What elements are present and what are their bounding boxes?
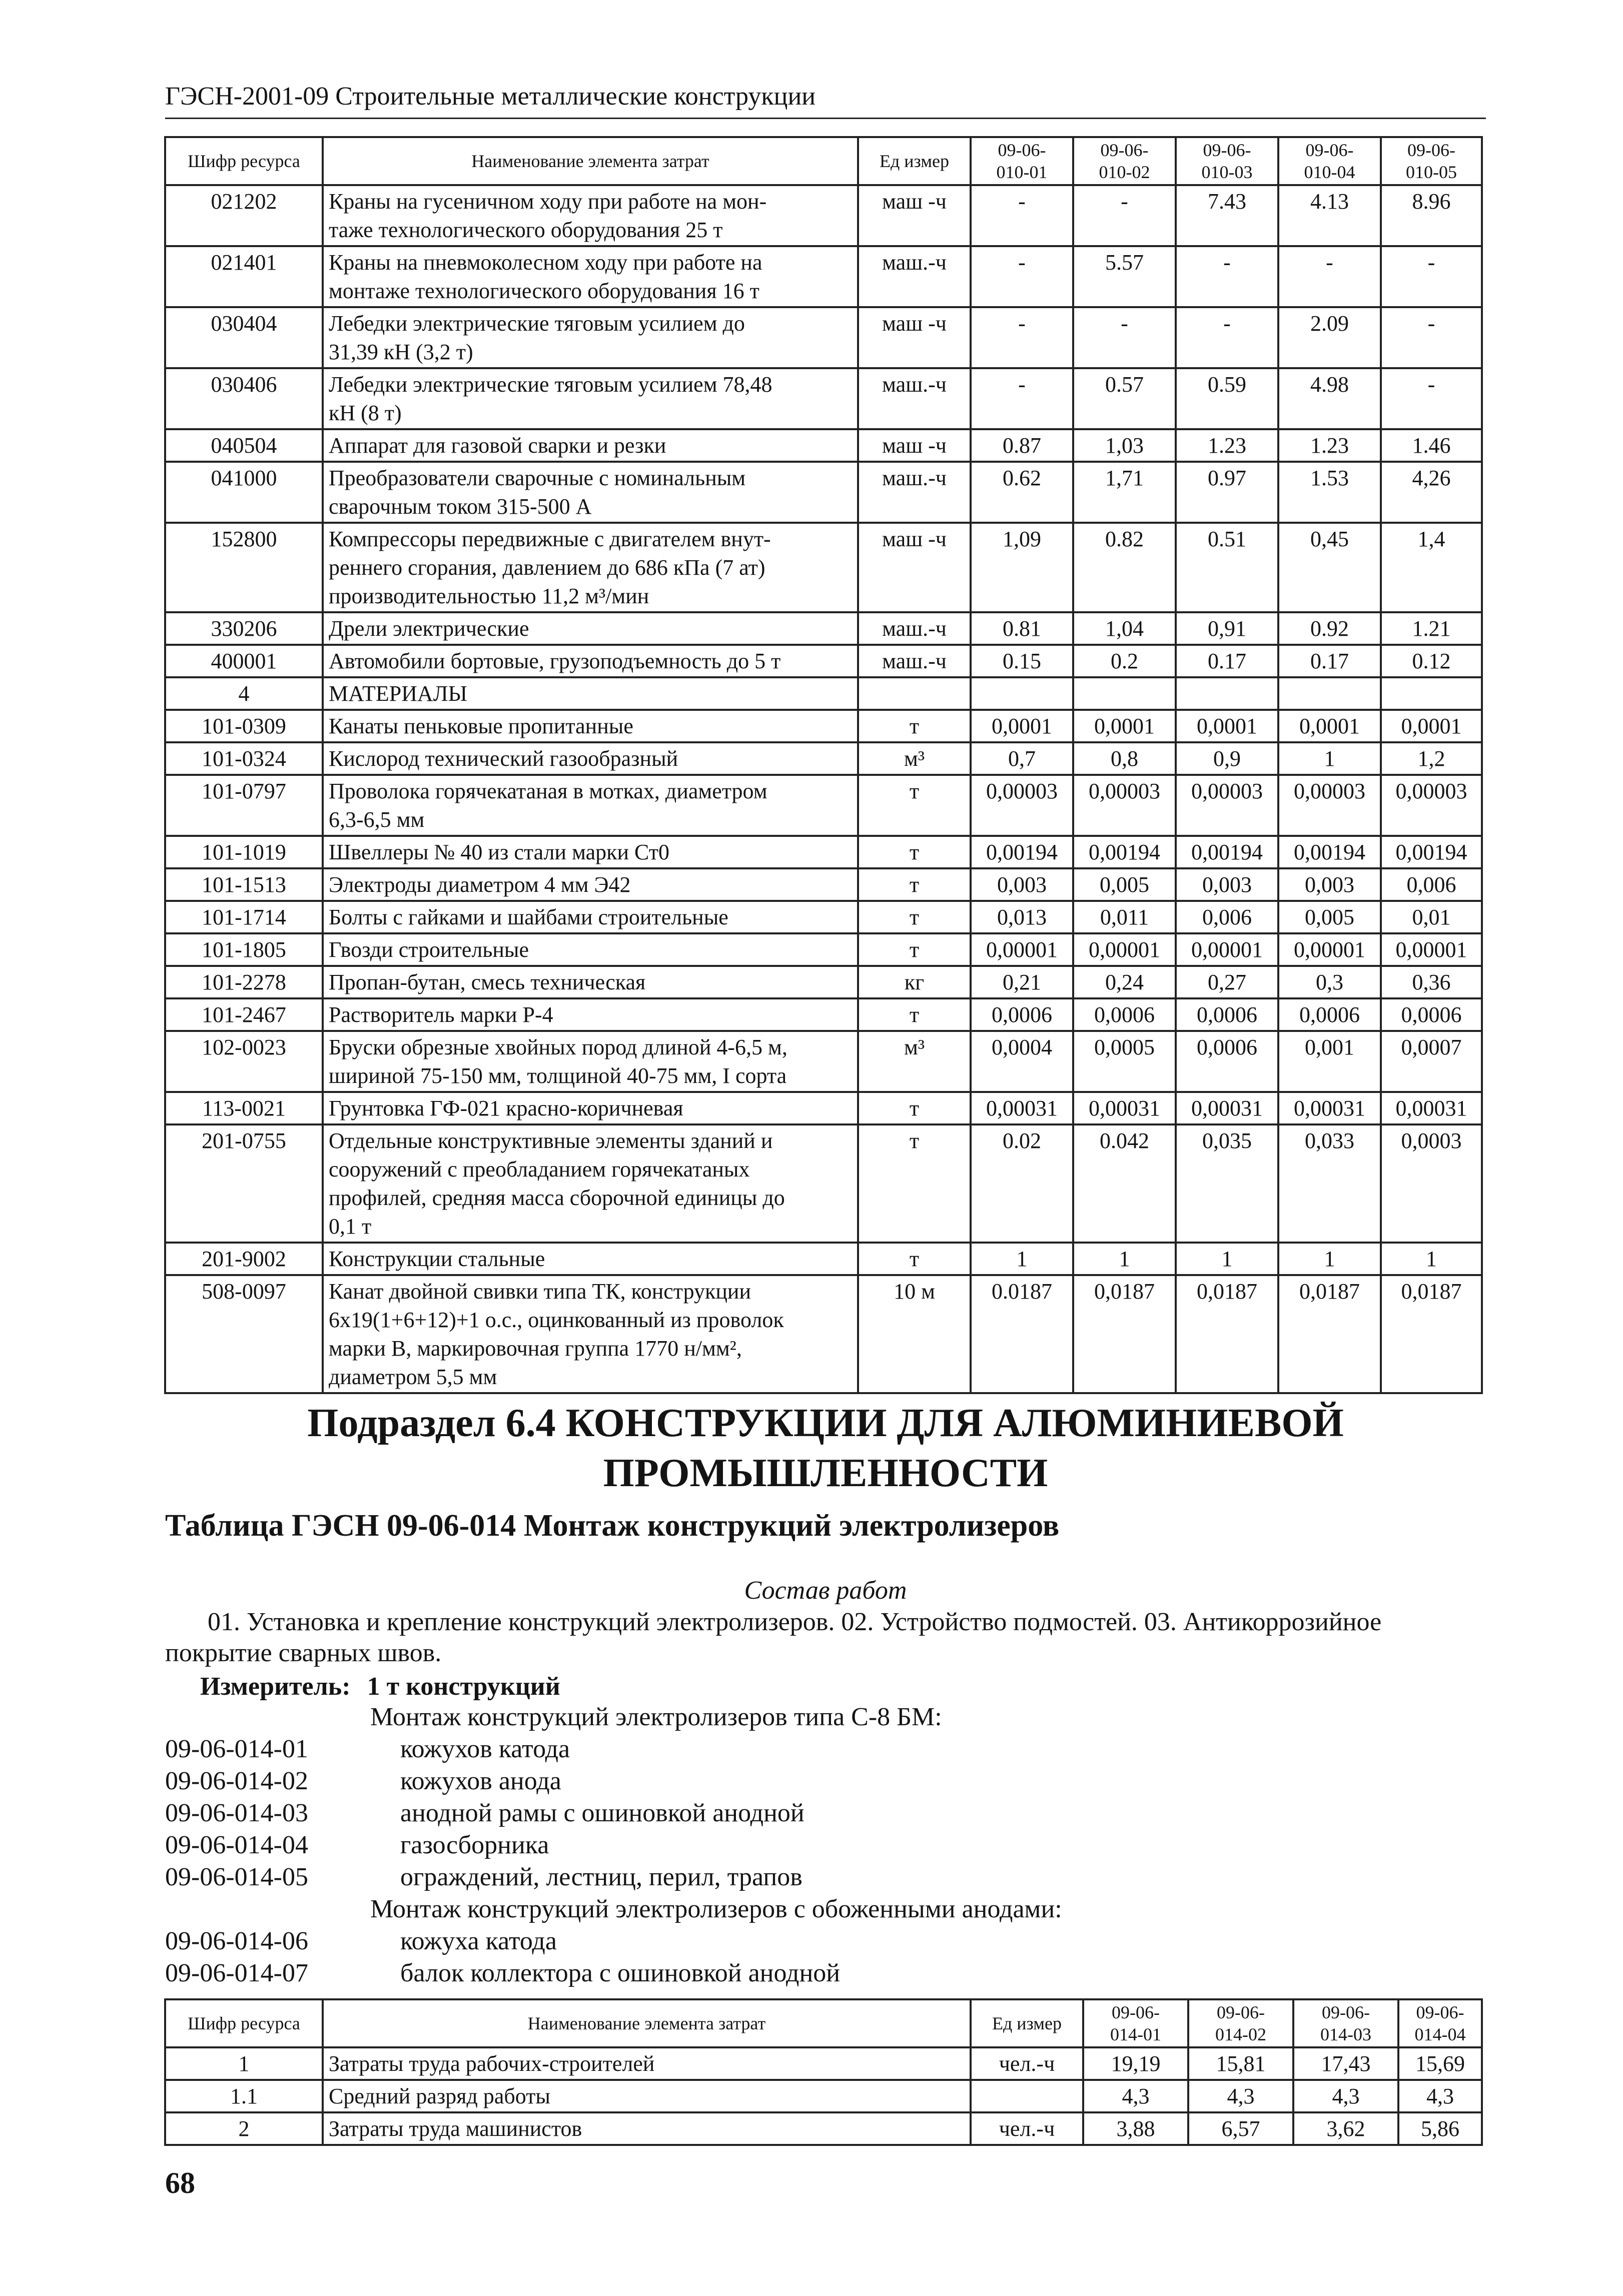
resource-code: 1	[165, 2047, 323, 2080]
table-row	[165, 523, 1482, 612]
operations-text: 01. Установка и крепление конструкций электролизеров. 02. Устройство подмостей. 03. Антикоррозийное покрытие сварных швов.	[165, 1608, 1382, 1667]
table-row	[165, 836, 1482, 868]
work-item-code: 09-06-014-04	[165, 1831, 308, 1859]
resource-name: Затраты труда машинистов	[323, 2112, 971, 2145]
resource-code: 030406	[165, 368, 323, 429]
norm-value: 0,005	[1278, 901, 1381, 933]
resource-name: Электроды диаметром 4 мм Э42	[323, 868, 858, 901]
resource-code: 101-2467	[165, 998, 323, 1031]
norm-value: 0.51	[1176, 523, 1278, 612]
norm-value: 0,006	[1176, 901, 1278, 933]
resource-code: 040504	[165, 429, 323, 462]
norm-value: 0,0006	[1176, 998, 1278, 1031]
unit: 10 м	[858, 1275, 971, 1393]
table-row	[165, 2112, 1482, 2145]
norm-value: 0,035	[1176, 1124, 1278, 1243]
norm-value: 0.62	[971, 462, 1073, 523]
table-row	[165, 612, 1482, 645]
table2-header-5: 09-06- 014-03	[1293, 1999, 1398, 2047]
norm-value: 0,0003	[1381, 1124, 1482, 1243]
norm-value: 0,0187	[1278, 1275, 1381, 1393]
unit: т	[858, 1124, 971, 1243]
norm-value: 0,013	[971, 901, 1073, 933]
resource-table-09-06-010	[164, 136, 1483, 1394]
unit: маш -ч	[858, 523, 971, 612]
norm-value: 1,09	[971, 523, 1073, 612]
norm-value: 0,0006	[1073, 998, 1176, 1031]
measure-label: Измеритель:	[200, 1672, 351, 1701]
norm-value: 4,3	[1293, 2080, 1398, 2112]
unit: чел.-ч	[971, 2112, 1083, 2145]
norm-value: 0,0187	[1176, 1275, 1278, 1393]
resource-code: 021401	[165, 246, 323, 307]
table-row	[165, 966, 1482, 998]
unit: т	[858, 1243, 971, 1275]
resource-name: Канаты пеньковые пропитанные	[323, 710, 858, 742]
norm-value: -	[1278, 246, 1381, 307]
work-item-text: кожуха катода	[400, 1927, 557, 1955]
norm-value: 0.82	[1073, 523, 1176, 612]
norm-value: 0,8	[1073, 742, 1176, 775]
norm-value: 0.12	[1381, 645, 1482, 677]
unit: чел.-ч	[971, 2047, 1083, 2080]
resource-name: Болты с гайками и шайбами строительные	[323, 901, 858, 933]
resource-code: 101-0309	[165, 710, 323, 742]
norm-value: 4,3	[1398, 2080, 1482, 2112]
norm-value: 0,0001	[1176, 710, 1278, 742]
norm-value: 4,26	[1381, 462, 1482, 523]
table-row	[165, 868, 1482, 901]
unit: маш -ч	[858, 429, 971, 462]
norm-value: 1,71	[1073, 462, 1176, 523]
resource-name: Затраты труда рабочих-строителей	[323, 2047, 971, 2080]
norm-value: 0,00003	[1381, 775, 1482, 836]
resource-name: Автомобили бортовые, грузоподъемность до 5 т	[323, 645, 858, 677]
norm-value: -	[971, 307, 1073, 368]
table-row	[165, 933, 1482, 966]
work-item-text: балок коллектора с ошиновкой анодной	[400, 1959, 841, 1987]
norm-value: 0,45	[1278, 523, 1381, 612]
norm-value: 0.59	[1176, 368, 1278, 429]
norm-value: 0,00194	[971, 836, 1073, 868]
norm-value: 0.92	[1278, 612, 1381, 645]
resource-code: 400001	[165, 645, 323, 677]
resource-code: 101-1513	[165, 868, 323, 901]
work-item-code: 09-06-014-07	[165, 1959, 308, 1987]
resource-code: 201-9002	[165, 1243, 323, 1275]
norm-value: 0,00031	[1176, 1092, 1278, 1124]
resource-name: Краны на пневмоколесном ходу при работе на монтаже технологического оборудования 16 т	[323, 246, 858, 307]
norm-value: -	[1381, 246, 1482, 307]
norm-value: 0,36	[1381, 966, 1482, 998]
norm-value: 0,00001	[971, 933, 1073, 966]
table2-header-4: 09-06- 014-02	[1188, 1999, 1293, 2047]
norm-value: 0,001	[1278, 1031, 1381, 1092]
norm-value: 3,62	[1293, 2112, 1398, 2145]
table-row	[165, 1243, 1482, 1275]
work-item-text: кожухов катода	[400, 1735, 570, 1763]
norm-value: 0,005	[1073, 868, 1176, 901]
norm-value: 0,3	[1278, 966, 1381, 998]
resource-code: 041000	[165, 462, 323, 523]
norm-value: 0,0187	[1073, 1275, 1176, 1393]
table-row	[165, 246, 1482, 307]
resource-name: Дрели электрические	[323, 612, 858, 645]
table1-header-7: 09-06- 010-05	[1381, 137, 1482, 185]
norm-value: 0,0006	[1176, 1031, 1278, 1092]
norm-value	[1381, 677, 1482, 710]
norm-value: 4.98	[1278, 368, 1381, 429]
resource-code: 101-1805	[165, 933, 323, 966]
norm-value: 19,19	[1083, 2047, 1188, 2080]
norm-value: 0,21	[971, 966, 1073, 998]
norm-value: 0,0007	[1381, 1031, 1482, 1092]
table-title: Таблица ГЭСН 09-06-014 Монтаж конструкций электролизеров	[165, 1509, 1060, 1543]
norm-value: 0,0006	[971, 998, 1073, 1031]
table1-header-6: 09-06- 010-04	[1278, 137, 1381, 185]
unit: маш.-ч	[858, 612, 971, 645]
work-item-code: 09-06-014-02	[165, 1767, 308, 1795]
unit: т	[858, 933, 971, 966]
norm-value: 0,006	[1381, 868, 1482, 901]
resource-name: Бруски обрезные хвойных пород длиной 4-6,5 м, шириной 75-150 мм, толщиной 40-75 мм, I сорта	[323, 1031, 858, 1092]
resource-name: Гвозди строительные	[323, 933, 858, 966]
resource-name: Пропан-бутан, смесь техническая	[323, 966, 858, 998]
table-row	[165, 710, 1482, 742]
resource-code: 4	[165, 677, 323, 710]
norm-value: 0.0187	[971, 1275, 1073, 1393]
norm-value: 0.2	[1073, 645, 1176, 677]
norm-value: 0,00003	[971, 775, 1073, 836]
norm-value: 0,011	[1073, 901, 1176, 933]
work-item-text: газосборника	[400, 1831, 549, 1859]
table-row	[165, 429, 1482, 462]
norm-value: 1.21	[1381, 612, 1482, 645]
page-number: 68	[165, 2166, 195, 2199]
measure	[200, 1671, 560, 1703]
resource-code: 152800	[165, 523, 323, 612]
resource-code: 101-0324	[165, 742, 323, 775]
unit: т	[858, 836, 971, 868]
work-item-text: кожухов анода	[400, 1767, 561, 1795]
norm-value: -	[971, 368, 1073, 429]
resource-name: Краны на гусеничном ходу при работе на мон- таже технологического оборудования 25 т	[323, 185, 858, 246]
norm-value: 5,86	[1398, 2112, 1482, 2145]
unit	[858, 677, 971, 710]
table-row	[165, 998, 1482, 1031]
table-row	[165, 1031, 1482, 1092]
norm-value: 1.46	[1381, 429, 1482, 462]
norm-value: 17,43	[1293, 2047, 1398, 2080]
norm-value: -	[1176, 246, 1278, 307]
norm-value: 8.96	[1381, 185, 1482, 246]
resource-name: Лебедки электрические тяговым усилием до 31,39 кН (3,2 т)	[323, 307, 858, 368]
norm-value: 0,00194	[1278, 836, 1381, 868]
norm-value	[1278, 677, 1381, 710]
table-row	[165, 185, 1482, 246]
norm-value: 0,00001	[1176, 933, 1278, 966]
resource-code: 1.1	[165, 2080, 323, 2112]
norm-value: -	[971, 185, 1073, 246]
norm-value: 0,0006	[1278, 998, 1381, 1031]
norm-value: 0,27	[1176, 966, 1278, 998]
norm-value: 0,00001	[1381, 933, 1482, 966]
norm-value: 1,03	[1073, 429, 1176, 462]
table-row	[165, 2047, 1482, 2080]
norm-value: 1	[1176, 1243, 1278, 1275]
norm-value: 15,81	[1188, 2047, 1293, 2080]
resource-name: Грунтовка ГФ-021 красно-коричневая	[323, 1092, 858, 1124]
norm-value: -	[1073, 185, 1176, 246]
work-item-text: ограждений, лестниц, перил, трапов	[400, 1863, 802, 1891]
norm-value: 0,9	[1176, 742, 1278, 775]
resource-name: Кислород технический газообразный	[323, 742, 858, 775]
unit: маш.-ч	[858, 368, 971, 429]
norm-value: 15,69	[1398, 2047, 1482, 2080]
table-row	[165, 645, 1482, 677]
table-row	[165, 1124, 1482, 1243]
norm-value: 0.97	[1176, 462, 1278, 523]
table-row	[165, 368, 1482, 429]
table-row	[165, 742, 1482, 775]
norm-value: 0,0187	[1381, 1275, 1482, 1393]
table1-header-2: Ед измер	[858, 137, 971, 185]
resource-code: 101-1019	[165, 836, 323, 868]
unit: т	[858, 901, 971, 933]
norm-value: 5.57	[1073, 246, 1176, 307]
unit: м³	[858, 742, 971, 775]
measure-value: 1 т конструкций	[367, 1672, 560, 1701]
norm-value: 3,88	[1083, 2112, 1188, 2145]
resource-code: 508-0097	[165, 1275, 323, 1393]
unit: маш.-ч	[858, 645, 971, 677]
norm-value: 0,00001	[1073, 933, 1176, 966]
resource-name: Конструкции стальные	[323, 1243, 858, 1275]
subsection-title: Подраздел 6.4 КОНСТРУКЦИИ ДЛЯ АЛЮМИНИЕВОЙ ПРОМЫШЛЕННОСТИ	[307, 1401, 1344, 1495]
norm-value: 1.23	[1278, 429, 1381, 462]
resource-code: 2	[165, 2112, 323, 2145]
norm-value: 0,0001	[1278, 710, 1381, 742]
resource-name: Растворитель марки Р-4	[323, 998, 858, 1031]
norm-value: 0.042	[1073, 1124, 1176, 1243]
norm-value: -	[1381, 307, 1482, 368]
norm-value: 0,00003	[1278, 775, 1381, 836]
table2-header-1: Наименование элемента затрат	[323, 1999, 971, 2047]
norm-value: 0,00194	[1381, 836, 1482, 868]
norm-value: 1	[1278, 742, 1381, 775]
work-item-code: 09-06-014-03	[165, 1799, 308, 1827]
norm-value: 0,00031	[1278, 1092, 1381, 1124]
norm-value: 0,0006	[1381, 998, 1482, 1031]
norm-value: 0,00001	[1278, 933, 1381, 966]
norm-value: 0,0004	[971, 1031, 1073, 1092]
table-row	[165, 775, 1482, 836]
work-item-text: анодной рамы с ошиновкой анодной	[400, 1799, 804, 1827]
unit: маш -ч	[858, 307, 971, 368]
norm-value: 0,003	[1278, 868, 1381, 901]
norm-value: 0,91	[1176, 612, 1278, 645]
resource-name: Отдельные конструктивные элементы зданий и сооружений с преобладанием горячекатаных профилей, средняя масса сборочной единицы до 0,1 т	[323, 1124, 858, 1243]
norm-value: 4.13	[1278, 185, 1381, 246]
norm-value: 0,7	[971, 742, 1073, 775]
resource-name: Компрессоры передвижные с двигателем внут- реннего сгорания, давлением до 686 кПа (7 ат) производительностью 11,2 м³/мин	[323, 523, 858, 612]
table-row	[165, 677, 1482, 710]
table1-header-1: Наименование элемента затрат	[323, 137, 858, 185]
norm-value: 1	[1381, 1243, 1482, 1275]
table-row	[165, 1092, 1482, 1124]
table2-header-6: 09-06- 014-04	[1398, 1999, 1482, 2047]
unit: т	[858, 775, 971, 836]
norm-value: 0,003	[971, 868, 1073, 901]
resource-code: 113-0021	[165, 1092, 323, 1124]
norm-value: 1	[1073, 1243, 1176, 1275]
unit: кг	[858, 966, 971, 998]
unit: т	[858, 1092, 971, 1124]
norm-value: 0,00031	[1073, 1092, 1176, 1124]
norm-value: 0,24	[1073, 966, 1176, 998]
group-title: Монтаж конструкций электролизеров с обоженными анодами:	[370, 1895, 1062, 1923]
resource-name: Лебедки электрические тяговым усилием 78,48 кН (8 т)	[323, 368, 858, 429]
table-row	[165, 1275, 1482, 1393]
resource-name: МАТЕРИАЛЫ	[323, 677, 858, 710]
norm-value: 0,003	[1176, 868, 1278, 901]
norm-value: 0,01	[1381, 901, 1482, 933]
table2-header-3: 09-06- 014-01	[1083, 1999, 1188, 2047]
norm-value: 1,04	[1073, 612, 1176, 645]
norm-value: 0,0001	[971, 710, 1073, 742]
resource-code: 101-0797	[165, 775, 323, 836]
norm-value: 0,0001	[1073, 710, 1176, 742]
unit: маш.-ч	[858, 462, 971, 523]
norm-value: -	[1381, 368, 1482, 429]
norm-value: 0,00031	[971, 1092, 1073, 1124]
table2-header-0: Шифр ресурса	[165, 1999, 323, 2047]
unit: м³	[858, 1031, 971, 1092]
norm-value	[1073, 677, 1176, 710]
resource-name: Преобразователи сварочные с номинальным сварочным током 315-500 А	[323, 462, 858, 523]
table-row	[165, 307, 1482, 368]
resource-code: 030404	[165, 307, 323, 368]
resource-code: 101-1714	[165, 901, 323, 933]
resource-name: Проволока горячекатаная в мотках, диаметром 6,3-6,5 мм	[323, 775, 858, 836]
work-item-code: 09-06-014-06	[165, 1927, 308, 1955]
norm-value: 0,00003	[1073, 775, 1176, 836]
norm-value: 0.02	[971, 1124, 1073, 1243]
norm-value: 0.81	[971, 612, 1073, 645]
table2-header-2: Ед измер	[971, 1999, 1083, 2047]
norm-value: 7.43	[1176, 185, 1278, 246]
resource-code: 101-2278	[165, 966, 323, 998]
norm-value: 0.15	[971, 645, 1073, 677]
unit: т	[858, 998, 971, 1031]
norm-value: 0,033	[1278, 1124, 1381, 1243]
norm-value: 0.57	[1073, 368, 1176, 429]
norm-value: -	[1176, 307, 1278, 368]
unit: т	[858, 868, 971, 901]
norm-value: 0,00194	[1073, 836, 1176, 868]
work-item-code: 09-06-014-01	[165, 1735, 308, 1763]
norm-value: 4,3	[1188, 2080, 1293, 2112]
norm-value	[971, 677, 1073, 710]
resource-table-09-06-014	[164, 1998, 1483, 2146]
resource-name: Аппарат для газовой сварки и резки	[323, 429, 858, 462]
norm-value: 1	[971, 1243, 1073, 1275]
group-title: Монтаж конструкций электролизеров типа С-8 БМ:	[370, 1703, 942, 1731]
resource-code: 021202	[165, 185, 323, 246]
norm-value: 1	[1278, 1243, 1381, 1275]
norm-value: 0,0001	[1381, 710, 1482, 742]
table1-header-5: 09-06- 010-03	[1176, 137, 1278, 185]
running-header: ГЭСН-2001-09 Строительные металлические конструкции	[165, 75, 1486, 119]
unit: т	[858, 710, 971, 742]
norm-value: 6,57	[1188, 2112, 1293, 2145]
norm-value: 1,4	[1381, 523, 1482, 612]
resource-code: 201-0755	[165, 1124, 323, 1243]
table-row	[165, 901, 1482, 933]
resource-code: 330206	[165, 612, 323, 645]
work-item-code: 09-06-014-05	[165, 1863, 308, 1891]
unit: маш -ч	[858, 185, 971, 246]
norm-value: 0,0005	[1073, 1031, 1176, 1092]
norm-value: -	[1073, 307, 1176, 368]
resource-name: Швеллеры № 40 из стали марки Ст0	[323, 836, 858, 868]
norm-value: 1.53	[1278, 462, 1381, 523]
table1-header-4: 09-06- 010-02	[1073, 137, 1176, 185]
norm-value: 4,3	[1083, 2080, 1188, 2112]
table1-header-0: Шифр ресурса	[165, 137, 323, 185]
table1-header-3: 09-06- 010-01	[971, 137, 1073, 185]
norm-value: 0,00003	[1176, 775, 1278, 836]
norm-value: 1,2	[1381, 742, 1482, 775]
composition-title: Состав работ	[744, 1576, 907, 1605]
norm-value: 0.87	[971, 429, 1073, 462]
norm-value: 2.09	[1278, 307, 1381, 368]
resource-name: Канат двойной свивки типа ТК, конструкции 6х19(1+6+12)+1 о.с., оцинкованный из проволок марки В, маркировочная группа 1770 н/мм², диаметром 5,5 мм	[323, 1275, 858, 1393]
norm-value: -	[971, 246, 1073, 307]
unit: маш.-ч	[858, 246, 971, 307]
norm-value: 0.17	[1176, 645, 1278, 677]
resource-name: Средний разряд работы	[323, 2080, 971, 2112]
resource-code: 102-0023	[165, 1031, 323, 1092]
norm-value	[1176, 677, 1278, 710]
table-row	[165, 462, 1482, 523]
norm-value: 0,00031	[1381, 1092, 1482, 1124]
norm-value: 1.23	[1176, 429, 1278, 462]
table-row	[165, 2080, 1482, 2112]
norm-value: 0,00194	[1176, 836, 1278, 868]
unit	[971, 2080, 1083, 2112]
norm-value: 0.17	[1278, 645, 1381, 677]
